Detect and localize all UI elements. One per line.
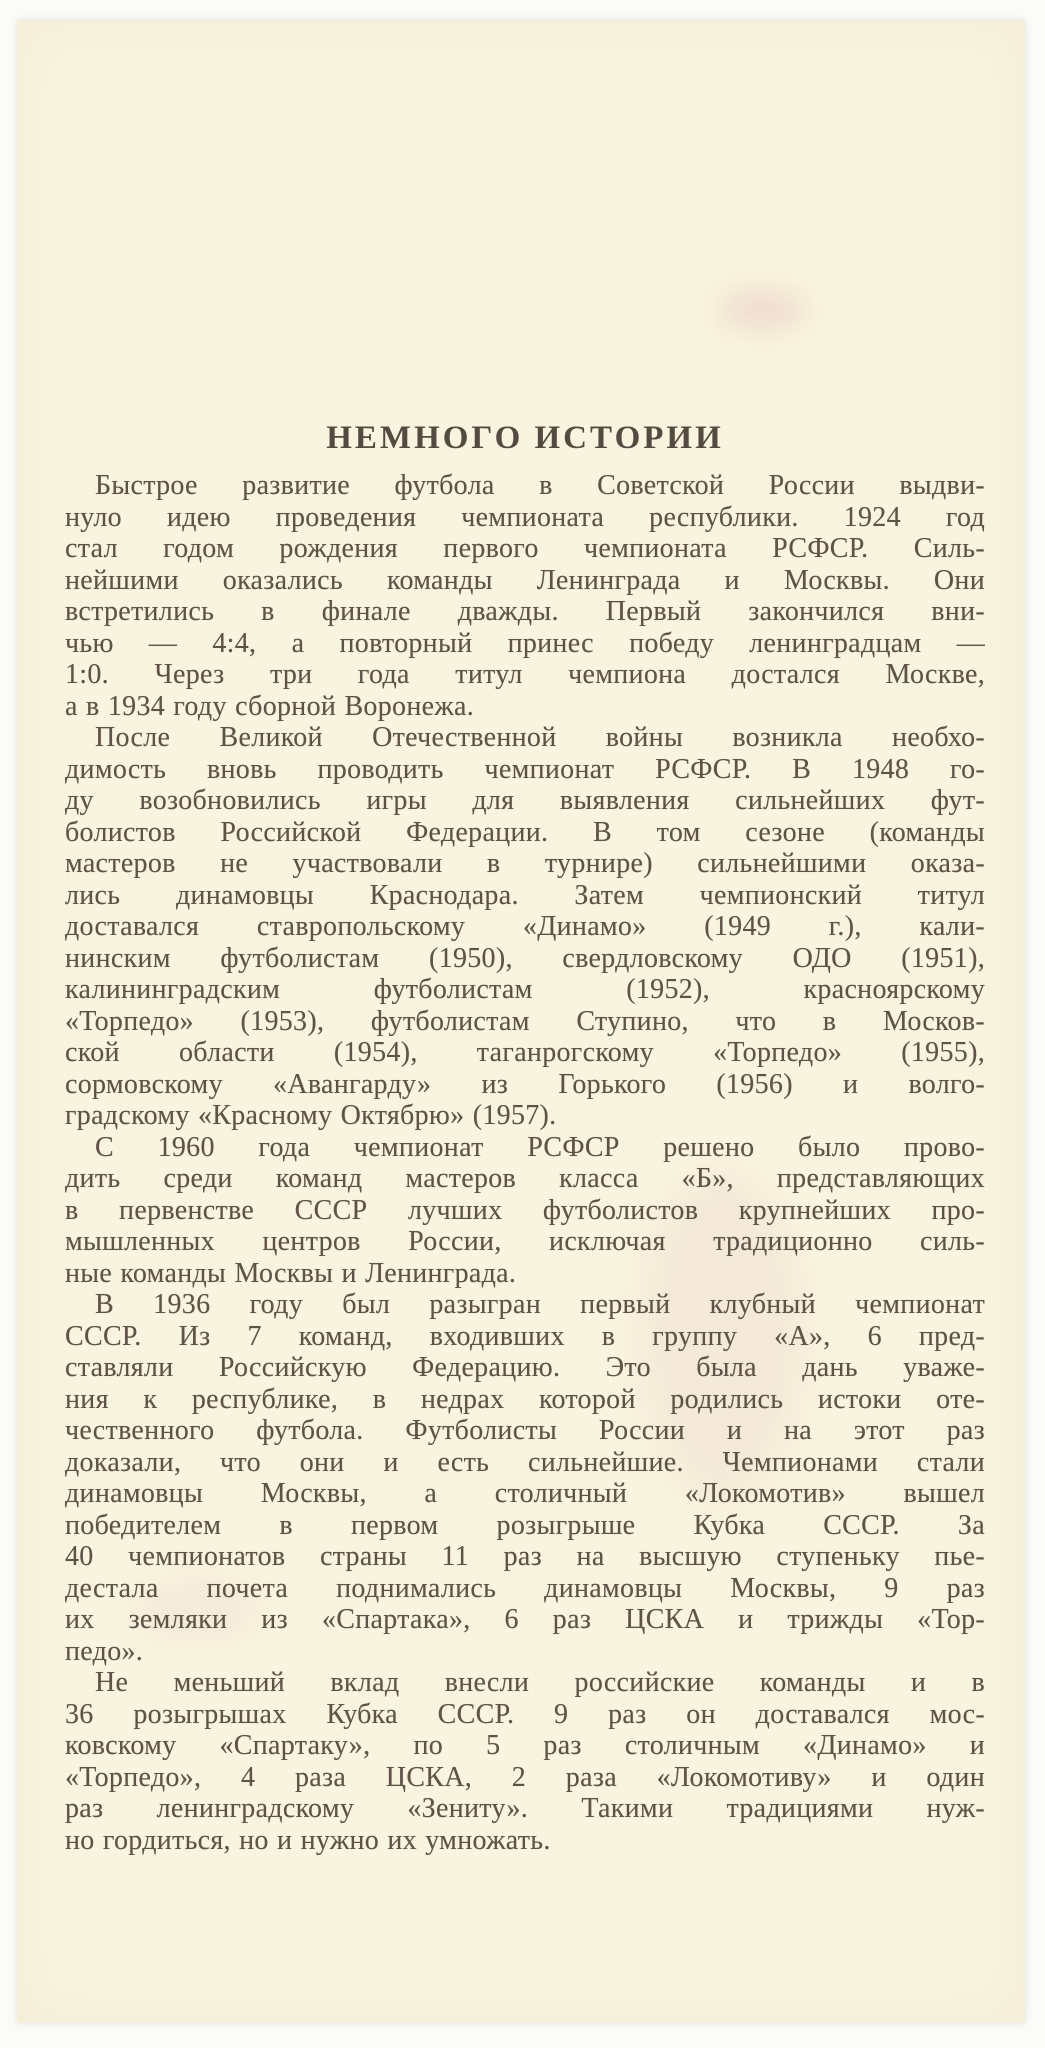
text-line: лись динамовцы Краснодара. Затем чемпионский титул bbox=[65, 879, 985, 911]
text-line: доказали, что они и есть сильнейшие. Чемпионами стали bbox=[65, 1446, 985, 1478]
text-line: болистов Российской Федерации. В том сезоне (команды bbox=[65, 816, 985, 848]
text-line: С 1960 года чемпионат РСФСР решено было прово- bbox=[95, 1131, 985, 1163]
text-line: дестала почета поднимались динамовцы Москвы, 9 раз bbox=[65, 1572, 985, 1604]
text-line: победителем в первом розыгрыше Кубка СССР. За bbox=[65, 1509, 985, 1541]
text-line: ные команды Москвы и Ленинграда. bbox=[65, 1257, 517, 1289]
text-line: нуло идею проведения чемпионата республики. 1924 год bbox=[65, 501, 985, 533]
text-line: В 1936 году был разыгран первый клубный чемпионат bbox=[95, 1289, 985, 1320]
text-line: доставался ставропольскому «Динамо» (1949 г.), кали- bbox=[65, 911, 985, 942]
text-line: «Торпедо», 4 раза ЦСКА, 2 раза «Локомотиву» и один bbox=[65, 1761, 985, 1793]
text-line: но гордиться, но и нужно их умножать. bbox=[65, 1824, 551, 1856]
text-line: их земляки из «Спартака», 6 раз ЦСКА и трижды «Тор- bbox=[65, 1604, 985, 1635]
text-line: сормовскому «Авангарду» из Горького (1956) и волго- bbox=[65, 1068, 985, 1100]
text-line: ду возобновились игры для выявления сильнейших фут- bbox=[65, 785, 985, 816]
text-line: ковскому «Спартаку», по 5 раз столичным «Динамо» и bbox=[65, 1730, 985, 1761]
paragraph bbox=[65, 470, 985, 722]
text-line: 1:0. Через три года титул чемпиона достался Москве, bbox=[65, 659, 985, 690]
text-line: 40 чемпионатов страны 11 раз на высшую ступеньку пье- bbox=[65, 1541, 985, 1572]
text-line: мастеров не участвовали в турнире) сильнейшими оказа- bbox=[65, 848, 985, 879]
text-line: нейшими оказались команды Ленинграда и Москвы. Они bbox=[65, 564, 985, 596]
text-line: мышленных центров России, исключая традиционно силь- bbox=[65, 1226, 985, 1257]
book-page bbox=[17, 20, 1025, 2023]
text-line: стал годом рождения первого чемпионата РСФСР. Силь- bbox=[65, 533, 985, 564]
text-line: градскому «Красному Октябрю» (1957). bbox=[65, 1100, 557, 1131]
text-line: калининградским футболистам (1952), красноярскому bbox=[65, 974, 985, 1005]
text-line: Не меньший вклад внесли российские команды и в bbox=[95, 1667, 985, 1698]
text-line: встретились в финале дважды. Первый закончился вни- bbox=[65, 596, 985, 627]
page-body bbox=[65, 470, 985, 1856]
text-line: «Торпедо» (1953), футболистам Ступино, что в Москов- bbox=[65, 1005, 985, 1037]
paragraph bbox=[65, 1132, 985, 1290]
page-title: НЕМНОГО ИСТОРИИ bbox=[326, 420, 724, 456]
text-line: СССР. Из 7 команд, входивших в группу «А», 6 пред- bbox=[65, 1320, 985, 1352]
text-line: ния к республике, в недрах которой родились истоки оте- bbox=[65, 1383, 985, 1415]
text-line: димость вновь проводить чемпионат РСФСР. В 1948 го- bbox=[65, 753, 985, 785]
text-line: ской области (1954), таганрогскому «Торпедо» (1955), bbox=[65, 1037, 985, 1068]
page-content bbox=[17, 20, 1025, 1856]
text-line: ставляли Российскую Федерацию. Это была дань уваже- bbox=[65, 1352, 985, 1383]
text-line: 36 розыгрышах Кубка СССР. 9 раз он доставался мос- bbox=[65, 1698, 985, 1730]
paragraph bbox=[65, 1289, 985, 1667]
text-line: После Великой Отечественной войны возникла необхо- bbox=[95, 722, 985, 753]
paragraph bbox=[65, 1667, 985, 1856]
text-line: динамовцы Москвы, а столичный «Локомотив» вышел bbox=[65, 1478, 985, 1509]
text-line: в первенстве СССР лучших футболистов крупнейших про- bbox=[65, 1194, 985, 1226]
text-line: а в 1934 году сборной Воронежа. bbox=[65, 690, 475, 722]
text-line: нинским футболистам (1950), свердловскому ОДО (1951), bbox=[65, 942, 985, 974]
paragraph bbox=[65, 722, 985, 1132]
text-line: Быстрое развитие футбола в Советской России выдви- bbox=[95, 470, 985, 501]
text-line: чественного футбола. Футболисты России и на этот раз bbox=[65, 1415, 985, 1446]
text-line: педо». bbox=[65, 1635, 144, 1667]
text-line: дить среди команд мастеров класса «Б», представляющих bbox=[65, 1163, 985, 1194]
text-line: раз ленинградскому «Зениту». Такими традициями нуж- bbox=[65, 1793, 985, 1824]
text-line: чью — 4:4, а повторный принес победу ленинградцам — bbox=[65, 627, 985, 659]
